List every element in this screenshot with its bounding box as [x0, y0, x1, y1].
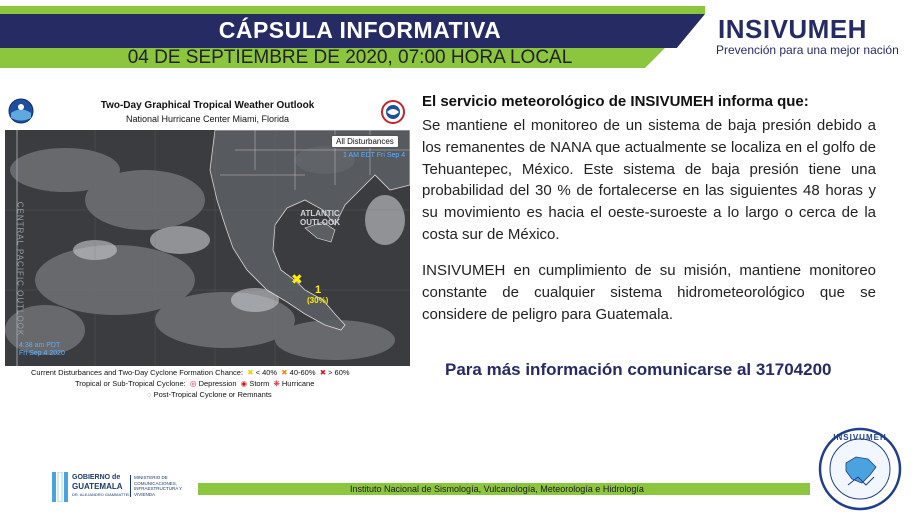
info-paragraph-1: Se mantiene el monitoreo de un sistema de baja presión debido a los remanentes de NANA que actualmente se localiza en el golfo de Tehuantepec, México. Este sistema de baja presión tiene una probabilidad del 30 % de fortalecerse en las siguientes 48 horas y su movimiento es hacia el oeste-suroeste a lo largo o cerca de la costa sur de México.: [422, 117, 876, 243]
insivumeh-seal: [818, 427, 902, 511]
atlantic-outlook-label: [300, 209, 340, 227]
info-paragraph-2: INSIVUMEH en cumplimiento de su misión, mantiene monitoreo constante de cualquier sistema hidrometeorológico que se considere de peligro para Guatemala.: [422, 262, 876, 323]
gov-line1: GOBIERNO de: [72, 474, 121, 481]
depression-icon: ◎: [189, 379, 197, 388]
brand-slogan: Prevención para una mejor nación: [716, 43, 899, 57]
legend-cyclone-label: Tropical or Sub-Tropical Cyclone:: [75, 379, 186, 388]
brand-logo-text: INSIVUMEH: [718, 14, 867, 44]
outlook-legend: [5, 366, 410, 402]
legend-mid: 40-60%: [289, 368, 316, 377]
legend-row-post-tropical: [147, 390, 272, 399]
time-stamp-right: 1 AM EDT Fri Sep 4: [343, 152, 406, 159]
ministry-name: MINISTERIO DE COMUNICACIONES, INFRAESTRUCTURA Y VIVIENDA: [130, 475, 196, 497]
mid-chance-icon: ✖: [281, 368, 288, 377]
all-disturbances-button[interactable]: All Disturbances: [331, 135, 399, 148]
legend-formation-label: Current Disturbances and Two-Day Cyclone Formation Chance:: [31, 368, 244, 377]
outlook-title: Two-Day Graphical Tropical Weather Outlook: [100, 100, 315, 111]
time-stamp-left: [19, 342, 65, 358]
legend-row-cyclone: [75, 379, 314, 388]
legend-storm: Storm: [249, 379, 270, 388]
satellite-outlook-panel: [5, 94, 410, 402]
hurricane-icon: ❋: [273, 379, 280, 388]
time-stamp-left-line1: 4:38 am PDT: [19, 342, 61, 349]
disturbance-chance: (30%): [307, 296, 329, 305]
storm-icon: ◉: [240, 379, 248, 388]
gov-line3: DR. ALEJANDRO GIAMMATTEI: [72, 492, 130, 497]
institute-name: Instituto Nacional de Sismología, Vulcanología, Meteorología e Hidrología: [350, 484, 644, 494]
central-pacific-label: CENTRAL PACIFIC OUTLOOK: [15, 201, 25, 337]
high-chance-icon: ✖: [319, 368, 326, 377]
low-chance-icon: ✖: [247, 368, 254, 377]
outlook-subtitle: National Hurricane Center Miami, Florida: [125, 114, 290, 124]
nws-logo-icon: [381, 98, 405, 126]
satellite-image: [5, 130, 410, 366]
legend-depression: Depression: [198, 379, 237, 388]
gov-emblem-icon: [52, 472, 68, 502]
info-heading: El servicio meteorológico de INSIVUMEH informa que:: [422, 93, 809, 110]
gov-line2: GUATEMALA: [72, 482, 123, 491]
outlook-header: [5, 94, 410, 130]
time-stamp-left-line2: Fri Sep 4 2020: [19, 350, 65, 357]
atlantic-label-line1: ATLANTIC: [300, 209, 340, 218]
post-tropical-icon: ◌: [147, 390, 152, 399]
noaa-logo-icon: [8, 98, 34, 124]
legend-post-tropical: Post-Tropical Cyclone or Remnants: [153, 390, 272, 399]
bulletin-date: 04 DE SEPTIEMBRE DE 2020, 07:00 HORA LOCAL: [127, 47, 573, 68]
legend-hurricane: Hurricane: [281, 379, 315, 388]
legend-row-formation: [31, 368, 350, 377]
page-title: CÁPSULA INFORMATIVA: [218, 17, 502, 43]
disturbance-number: 1: [315, 284, 322, 296]
atlantic-label-line2: OUTLOOK: [300, 218, 340, 227]
government-logo: [52, 470, 192, 504]
legend-low: < 40%: [255, 368, 278, 377]
seal-text: INSIVUMEH: [833, 433, 887, 442]
disturbance-marker-icon[interactable]: ✖: [291, 271, 303, 287]
legend-high: > 60%: [328, 368, 350, 377]
contact-phone: Para más información comunicarse al 31704200: [445, 360, 832, 379]
header-green-stripe: [0, 6, 705, 14]
